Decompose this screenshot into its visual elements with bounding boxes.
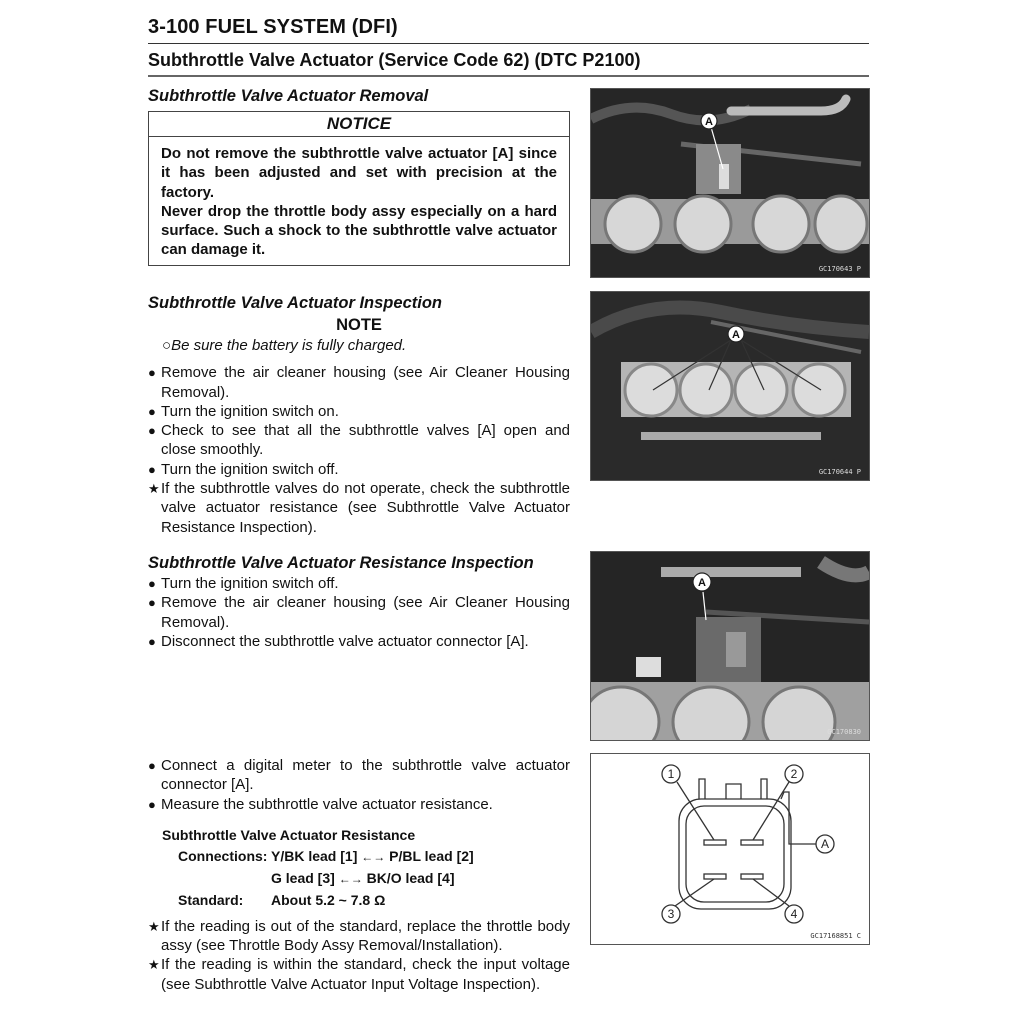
notice-body xyxy=(149,137,569,265)
spec-row-connection-2 xyxy=(162,868,570,890)
measurement-section xyxy=(148,756,570,994)
bullet-icon: ● xyxy=(148,633,156,649)
bullet-icon: ● xyxy=(148,403,156,419)
engine-photo-illustration xyxy=(591,552,869,740)
removal-section xyxy=(148,86,570,266)
svg-text:A: A xyxy=(732,329,740,341)
figure-connector-photo xyxy=(590,551,870,741)
bullet-icon: ● xyxy=(148,758,156,773)
figure-valves-photo xyxy=(590,291,870,481)
connector-pin-diagram xyxy=(591,754,869,944)
figure-code: GC17168851 C xyxy=(810,932,861,940)
removal-heading: Subthrottle Valve Actuator Removal xyxy=(148,87,429,105)
svg-text:3: 3 xyxy=(667,907,675,921)
note-title: NOTE xyxy=(336,316,382,334)
spec-title: Subthrottle Valve Actuator Resistance xyxy=(162,826,416,843)
spec-value: G lead [3] ←→ BK/O lead [4] xyxy=(271,869,455,886)
section-divider xyxy=(148,75,869,77)
engine-photo-illustration xyxy=(591,89,869,277)
bullet-icon: ● xyxy=(148,796,156,812)
bullet-icon: ● xyxy=(148,595,156,611)
hollow-circle-icon: ○ xyxy=(162,337,172,354)
resistance-heading: Subthrottle Valve Actuator Resistance Inspection xyxy=(148,554,534,572)
header-divider xyxy=(148,43,869,44)
figure-code: GC170643 P xyxy=(818,265,861,273)
star-icon: ★ xyxy=(148,957,160,973)
svg-text:A: A xyxy=(705,116,713,128)
standard-value: About 5.2 ~ 7.8 Ω xyxy=(271,891,386,908)
inspection-section xyxy=(148,293,570,537)
bullet-icon: ● xyxy=(148,423,156,439)
resistance-section xyxy=(148,553,570,651)
notice-title: NOTICE xyxy=(149,112,569,137)
note-item: ○Be sure the battery is fully charged. xyxy=(162,337,407,354)
step-item: ★ If the reading is within the standard, check the input voltage (see Subthrottle Valve Actuator Input Voltage Inspection). xyxy=(148,956,570,993)
step-item: ● Remove the air cleaner housing (see Air Cleaner Housing Removal). xyxy=(148,364,570,401)
chapter-title: 3-100 FUEL SYSTEM (DFI) xyxy=(148,16,398,38)
step-item: ● Check to see that all the subthrottle valves [A] open and close smoothly. xyxy=(148,422,570,459)
connections-label: Connections: xyxy=(178,847,268,864)
spec-value: Y/BK lead [1] ←→ P/BL lead [2] xyxy=(271,847,474,864)
resistance-spec xyxy=(148,825,570,911)
figure-code: GC170830 xyxy=(827,728,861,736)
step-item: ★ If the reading is out of the standard, replace the throttle body assy (see Throttle Body Assy Removal/Installation). xyxy=(148,917,570,955)
star-icon: ★ xyxy=(148,918,160,934)
svg-text:4: 4 xyxy=(790,907,798,921)
svg-text:A: A xyxy=(820,837,830,851)
step-item: ● Remove the air cleaner housing (see Air Cleaner Housing Removal). xyxy=(148,594,570,631)
svg-text:A: A xyxy=(698,577,706,589)
spec-row-standard xyxy=(162,890,570,911)
step-item: ● Turn the ignition switch off. xyxy=(148,575,339,592)
star-icon: ★ xyxy=(148,481,160,497)
page-header xyxy=(148,14,869,77)
step-item: ● Disconnect the subthrottle valve actuator connector [A]. xyxy=(148,632,529,650)
figure-connector-diagram xyxy=(590,753,870,945)
notice-line: Never drop the throttle body assy especially on a hard surface. Such a shock to the subthrottle valve actuator can damage it. xyxy=(161,202,557,259)
double-arrow-icon: ←→ xyxy=(361,849,386,864)
bullet-icon: ● xyxy=(148,365,156,381)
step-item: ● Turn the ignition switch on. xyxy=(148,402,339,420)
bullet-icon: ● xyxy=(148,461,156,477)
figure-code: GC170644 P xyxy=(818,468,861,476)
notice-box xyxy=(148,111,570,266)
inspection-heading: Subthrottle Valve Actuator Inspection xyxy=(148,294,442,312)
step-item: ● Connect a digital meter to the subthrottle valve actuator connector [A]. xyxy=(148,757,570,794)
figure-actuator-photo xyxy=(590,88,870,278)
spec-row-connection-1 xyxy=(162,846,570,868)
notice-line: Do not remove the subthrottle valve actuator [A] since it has been adjusted and set with precision at the factory. xyxy=(161,145,557,201)
svg-text:2: 2 xyxy=(790,767,798,781)
step-item: ● Measure the subthrottle valve actuator resistance. xyxy=(148,795,493,813)
step-item: ● Turn the ignition switch off. xyxy=(148,460,339,478)
svg-text:1: 1 xyxy=(667,767,675,781)
section-title: Subthrottle Valve Actuator (Service Code 62) (DTC P2100) xyxy=(148,50,641,70)
double-arrow-icon: ←→ xyxy=(338,871,363,886)
standard-label: Standard: xyxy=(178,891,244,908)
step-item: ★ If the subthrottle valves do not operate, check the subthrottle valve actuator resistance (see Subthrottle Valve Actuator Resistance Inspection). xyxy=(148,480,570,536)
bullet-icon: ● xyxy=(148,576,156,591)
engine-photo-illustration xyxy=(591,292,869,480)
